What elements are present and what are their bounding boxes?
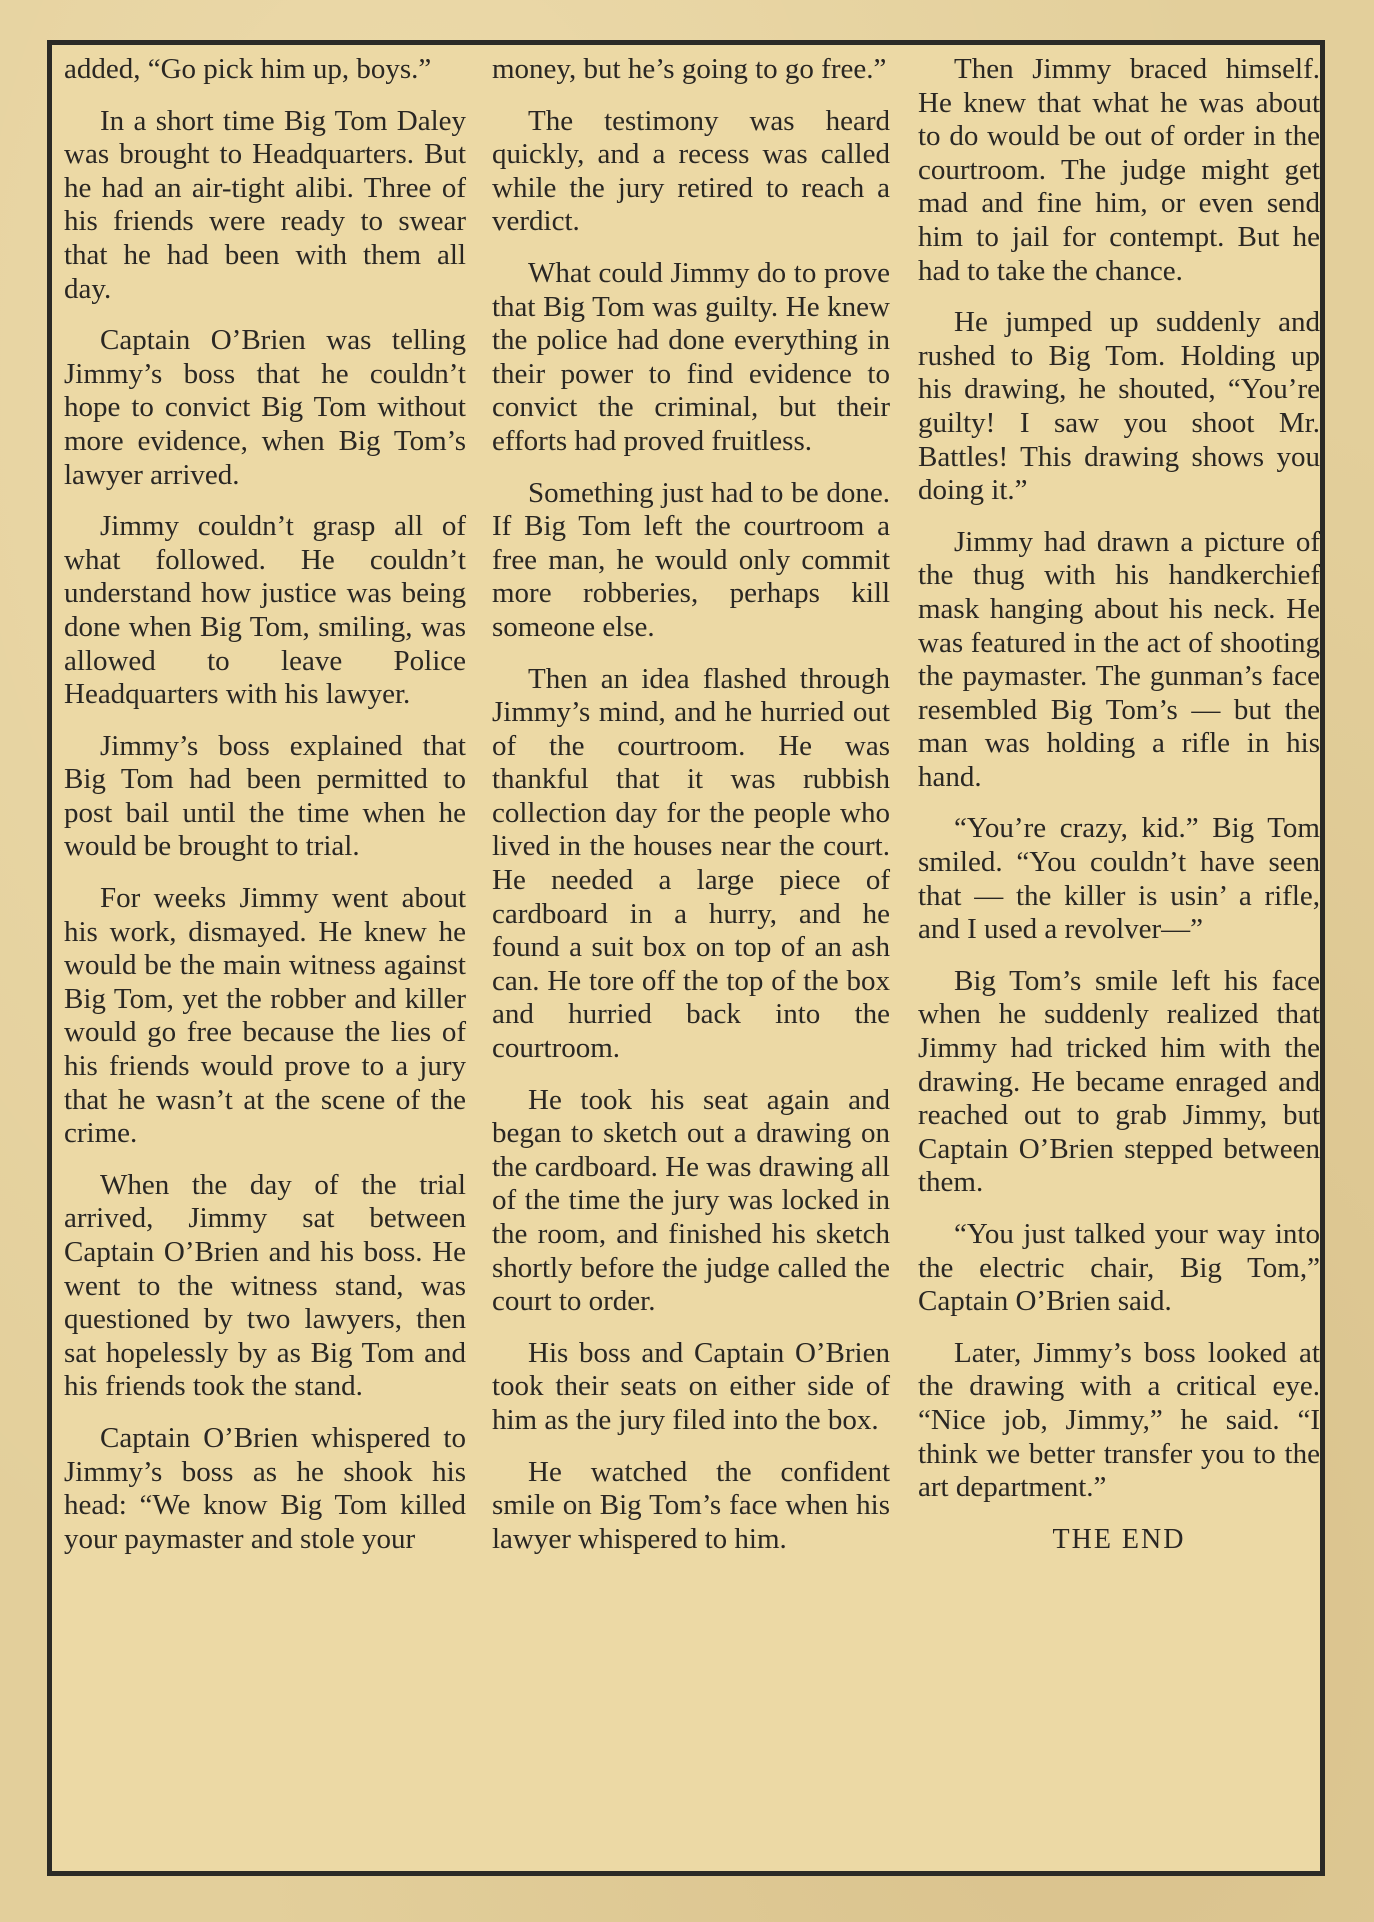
paragraph: What could Jimmy do to prove that Big Tom was guilty. He knew the police had done everything in their power to find evidence to convict the criminal, but their efforts had proved fruitless. — [492, 256, 890, 457]
paragraph: He watched the confident smile on Big Tom’s face when his lawyer whispered to him. — [492, 1455, 890, 1555]
paragraph: Then Jimmy braced himself. He knew that what he was about to do would be out of order in the courtroom. The judge might get mad and fine him, or even send him to jail for contempt. But he had to take the chance. — [918, 53, 1320, 287]
paragraph: He jumped up suddenly and rushed to Big Tom. Holding up his drawing, he shouted, “You’re guilty! I saw you shoot Mr. Battles! This drawing shows you doing it.” — [918, 306, 1320, 507]
paragraph: money, but he’s going to go free.” — [492, 53, 887, 85]
paragraph: Big Tom’s smile left his face when he suddenly realized that Jimmy had tricked him with the drawing. He became enraged and reached out to grab Jimmy, but Captain O’Brien stepped between them. — [918, 964, 1320, 1199]
paragraph: Captain O’Brien was telling Jimmy’s boss that he couldn’t hope to convict Big Tom without more evidence, when Big Tom’s lawyer arrived. — [64, 324, 466, 491]
paragraph: Jimmy had drawn a picture of the thug with his handkerchief mask hanging about his neck. He was featured in the act of shooting the paymaster. The gunman’s face resembled Big Tom’s — but the man was holding a rifle in his hand. — [918, 525, 1320, 793]
paragraph: “You just talked your way into the electric chair, Big Tom,” Captain O’Brien said. — [918, 1218, 1320, 1318]
paragraph: Later, Jimmy’s boss looked at the drawing with a critical eye. “Nice job, Jimmy,” he said. “I think we better transfer you to the art department.” — [918, 1336, 1320, 1504]
column-2 — [492, 53, 890, 1574]
paragraph: In a short time Big Tom Daley was brought to Headquarters. But he had an air-tight alibi. Three of his friends were ready to swear that he had been with them all day. — [64, 104, 466, 305]
paragraph: Something just had to be done. If Big Tom left the courtroom a free man, he would only commit more robberies, perhaps kill someone else. — [492, 476, 890, 643]
paragraph: Jimmy’s boss explained that Big Tom had been permitted to post bail until the time when he would be brought to trial. — [64, 729, 466, 863]
the-end-mark: THE END — [1052, 1523, 1186, 1555]
story-frame — [47, 40, 1325, 1876]
paragraph: added, “Go pick him up, boys.” — [64, 53, 432, 85]
paragraph: Then an idea flashed through Jimmy’s mind, and he hurried out of the courtroom. He was thankful that it was rubbish collection day for the people who lived in the houses near the court. He needed a large piece of cardboard in a hurry, and he found a suit box on top of an ash can. He tore off the top of the box and hurried back into the courtroom. — [492, 662, 890, 1065]
paragraph: Captain O’Brien whispered to Jimmy’s boss as he shook his head: “We know Big Tom killed your paymaster and stole your — [64, 1421, 466, 1555]
column-1 — [64, 53, 466, 1574]
paragraph: The testimony was heard quickly, and a recess was called while the jury retired to reach a verdict. — [492, 104, 890, 238]
paragraph: He took his seat again and began to sketch out a drawing on the cardboard. He was drawing all of the time the jury was locked in the room, and finished his sketch shortly before the judge called the court to order. — [492, 1083, 890, 1318]
paragraph: When the day of the trial arrived, Jimmy sat between Captain O’Brien and his boss. He went to the witness stand, was questioned by two lawyers, then sat hopelessly by as Big Tom and his friends took the stand. — [64, 1168, 466, 1403]
paragraph: For weeks Jimmy went about his work, dismayed. He knew he would be the main witness against Big Tom, yet the robber and killer would go free because the lies of his friends would prove to a jury that he wasn’t at the scene of the crime. — [64, 882, 466, 1150]
paragraph: “You’re crazy, kid.” Big Tom smiled. “You couldn’t have seen that — the killer is usin’ a rifle, and I used a revolver—” — [918, 812, 1320, 946]
paragraph: Jimmy couldn’t grasp all of what followed. He couldn’t understand how justice was being done when Big Tom, smiling, was allowed to leave Police Headquarters with his lawyer. — [64, 510, 466, 711]
column-3 — [918, 53, 1320, 1556]
paragraph: His boss and Captain O’Brien took their seats on either side of him as the jury filed into the box. — [492, 1336, 890, 1436]
